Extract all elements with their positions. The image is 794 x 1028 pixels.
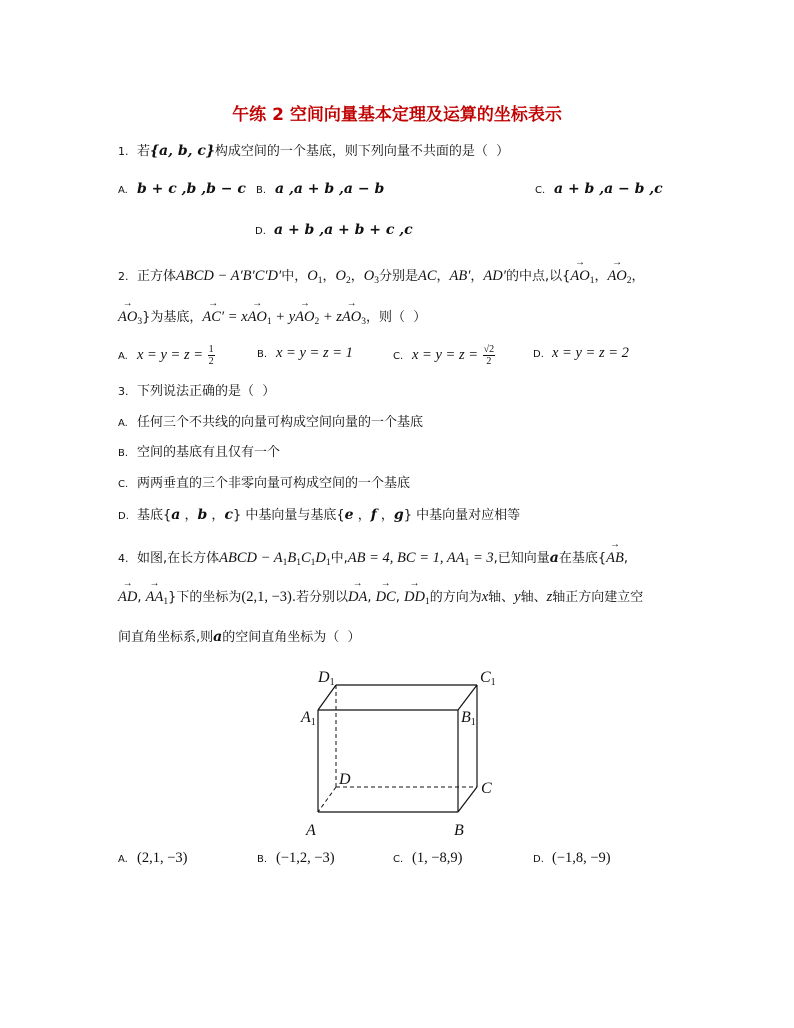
text-run: ， <box>322 269 336 284</box>
subscript: 1 <box>296 558 301 568</box>
option-content <box>552 851 611 866</box>
option-label: C. <box>393 351 404 362</box>
text-run: , <box>367 590 376 605</box>
vector-symbol <box>348 589 367 605</box>
math-text <box>552 345 629 361</box>
vertex-subscript: 1 <box>329 677 335 688</box>
math-text-main: O <box>307 268 318 284</box>
math-number <box>276 850 335 866</box>
vector-symbol-main: → DD <box>404 588 425 606</box>
math-text-main: + z <box>319 309 342 325</box>
vertex-label-b <box>454 822 464 839</box>
bold-vector-text-main: g <box>393 507 404 523</box>
vector-symbol <box>570 268 594 284</box>
q4-option-c <box>393 849 462 869</box>
math-text-main: x = y = z = <box>412 347 482 363</box>
bold-vector-text-main: e <box>344 507 354 523</box>
math-text-main: C <box>301 550 311 566</box>
bold-vector-text <box>224 507 233 523</box>
option-label: A. <box>118 854 128 865</box>
text-run: ， <box>594 269 608 284</box>
text-run: .若分别以 <box>291 590 348 605</box>
text-run: , <box>137 590 146 605</box>
vector-symbol <box>295 309 319 325</box>
math-text-main: O <box>363 268 375 284</box>
math-text-main: = 3 <box>469 550 494 566</box>
math-text <box>364 268 379 284</box>
math-text <box>224 309 247 325</box>
text-run: ， <box>631 269 645 284</box>
edge-c-b <box>458 787 477 812</box>
subscript: 1 <box>317 276 323 286</box>
subscript: 1 <box>163 597 169 607</box>
vector-symbol <box>202 309 224 325</box>
vertex-label-c1 <box>480 669 496 688</box>
bold-vector-text <box>274 222 413 238</box>
math-text <box>335 268 350 284</box>
text-run: ，则（ ） <box>366 310 427 325</box>
math-text-main: ABCD − A <box>219 550 283 566</box>
text-run: ， <box>180 508 198 523</box>
edge-c1-b1 <box>458 685 477 710</box>
option-label: C. <box>393 854 404 865</box>
fraction <box>208 344 215 367</box>
vector-symbol-main: → DA <box>348 588 367 606</box>
vertex-subscript: 1 <box>490 677 496 688</box>
bold-vector-text-main: f <box>370 507 377 523</box>
bold-vector-text-main: a + b ,a − b ,c <box>554 181 663 197</box>
text-run: 轴、 <box>488 590 515 605</box>
vector-symbol-main: → AO <box>248 308 267 326</box>
text-run: 基底{ <box>137 508 172 523</box>
text-run: 的空间直角坐标为（ ） <box>222 630 361 645</box>
option-label: A. <box>118 185 128 196</box>
math-number-main: (−1,2, −3) <box>276 850 335 866</box>
math-text <box>219 550 287 566</box>
option-label: B. <box>256 185 267 196</box>
q4-stem-text <box>118 590 643 605</box>
vector-symbol <box>607 268 631 284</box>
subscript: 1 <box>325 558 331 568</box>
fraction-denominator: 2 <box>208 356 214 367</box>
vertex-label-a <box>305 822 316 839</box>
q1-option-a <box>118 180 246 200</box>
q4-stem-line-2 <box>118 588 643 607</box>
text-run: ,已知向量 <box>493 551 550 566</box>
vector-symbol-main: → AB <box>606 549 624 567</box>
vector-symbol <box>404 589 430 605</box>
math-text <box>450 268 471 284</box>
subscript: 1 <box>282 558 288 568</box>
bold-vector-text <box>394 507 404 523</box>
option-label: A. <box>118 418 128 429</box>
hidden-edge-d-a <box>318 787 336 812</box>
math-text <box>287 550 301 566</box>
math-text <box>483 268 506 284</box>
q4-stem-line-3 <box>118 628 360 647</box>
math-number-main: (2,1, −3) <box>241 589 292 605</box>
bold-vector-text <box>171 507 180 523</box>
q3-option-a <box>118 414 423 433</box>
vector-symbol <box>248 309 272 325</box>
text-run: } 中基向量对应相等 <box>403 508 521 523</box>
option-content <box>137 476 410 491</box>
option-content <box>274 223 413 238</box>
bold-vector-text <box>554 181 663 197</box>
math-text <box>469 550 493 566</box>
text-run: 空间的基底有且仅有一个 <box>137 445 281 460</box>
math-text-main: y <box>514 589 521 605</box>
math-text <box>319 309 342 325</box>
bold-vector-text-main: a <box>549 550 559 566</box>
text-run: ， <box>353 508 371 523</box>
vector-symbol <box>606 550 624 566</box>
vertex-letter: B <box>454 822 464 839</box>
vector-symbol-main: → AA <box>146 588 164 606</box>
text-run: 中, <box>330 551 348 566</box>
vector-symbol <box>118 589 137 605</box>
bold-vector-text-main: b <box>197 507 208 523</box>
math-text-main: ABCD − A′B′C′D′ <box>176 268 282 284</box>
vector-symbol-main: → AO <box>342 308 361 326</box>
text-run: 分别是 <box>378 269 418 284</box>
q1-option-d <box>255 221 413 241</box>
math-number <box>137 850 187 866</box>
option-content <box>412 344 495 367</box>
fraction-denominator: 2 <box>486 356 492 367</box>
subscript: 1 <box>464 558 470 568</box>
option-content <box>137 344 215 367</box>
vertex-letter: C <box>481 780 492 797</box>
math-text-main: x <box>481 589 489 605</box>
q4-stem-text <box>137 551 628 566</box>
math-text-main: + y <box>271 309 296 325</box>
q4-option-b <box>257 849 335 869</box>
subscript: 1 <box>424 597 430 607</box>
option-label: A. <box>118 351 128 362</box>
vertex-subscript: 1 <box>310 717 316 728</box>
vertex-label-d1 <box>317 669 335 688</box>
math-text <box>276 345 353 361</box>
option-content <box>276 851 335 866</box>
math-text-main: z <box>546 589 553 605</box>
cuboid-figure <box>290 660 510 845</box>
text-run: ， <box>350 269 364 284</box>
math-text-main: AB′ <box>449 268 471 284</box>
text-run: 下列说法正确的是（ ） <box>137 384 276 399</box>
text-run: 如图,在长方体 <box>137 551 220 566</box>
q3-option-d <box>118 506 520 526</box>
bold-vector-text-main: b + c ,b ,b − c <box>137 181 246 197</box>
text-run: 轴正方向建立空 <box>552 590 644 605</box>
q4-stem-text <box>118 630 360 645</box>
question-number: 2. <box>118 270 129 283</box>
option-label: C. <box>535 185 546 196</box>
math-text-main: AD′ <box>483 268 506 284</box>
option-content <box>137 415 423 430</box>
bold-vector-text-main: a + b ,a + b + c ,c <box>274 222 413 238</box>
vertex-letter: D <box>339 771 351 788</box>
math-number-main: (−1,8, −9) <box>552 850 611 866</box>
q2-stem-line-2 <box>118 308 426 327</box>
vector-symbol <box>376 589 396 605</box>
option-content <box>137 508 520 523</box>
vertex-letter: A <box>301 709 311 726</box>
vector-symbol <box>118 309 142 325</box>
math-text <box>307 268 322 284</box>
option-content <box>552 346 629 361</box>
bold-vector-text-main: {a, b, c} <box>150 143 215 159</box>
math-text <box>176 268 281 284</box>
math-text-main: D <box>315 550 326 566</box>
text-run: }下的坐标为 <box>168 590 242 605</box>
subscript: 1 <box>266 317 272 327</box>
option-label: D. <box>533 349 544 360</box>
vertex-subscript: 1 <box>470 717 476 728</box>
option-content <box>137 182 246 197</box>
text-run: ， <box>376 508 394 523</box>
option-label: B. <box>118 448 129 459</box>
option-content <box>275 182 384 197</box>
option-content <box>276 346 353 361</box>
math-number-main: (2,1, −3) <box>137 850 188 866</box>
math-text <box>272 309 295 325</box>
q4-option-d <box>533 849 611 869</box>
subscript: 3 <box>137 317 143 327</box>
q1-option-c <box>535 180 663 200</box>
bold-vector-text <box>213 629 222 645</box>
q2-stem-text <box>137 269 645 284</box>
q3-stem-text <box>137 384 275 399</box>
option-label: B. <box>257 854 268 865</box>
vector-symbol-main: → DC <box>376 588 396 606</box>
q4-option-a <box>118 849 187 869</box>
vector-symbol-main: → AO <box>570 267 589 285</box>
subscript: 2 <box>626 276 632 286</box>
vector-symbol <box>146 589 168 605</box>
bold-vector-text <box>345 507 354 523</box>
math-text-main: AC <box>417 268 437 284</box>
option-label: B. <box>257 349 268 360</box>
text-run: 构成空间的一个基底，则下列向量不共面的是（ ） <box>214 144 510 159</box>
q2-stem-text <box>118 310 426 325</box>
vertex-letter: D <box>318 669 330 686</box>
option-label: D. <box>255 226 266 237</box>
bold-vector-text <box>198 507 208 523</box>
math-text-main: = x <box>224 309 248 325</box>
text-run: 正方体 <box>137 269 177 284</box>
question-number: 3. <box>118 385 129 398</box>
text-run: 中， <box>281 269 308 284</box>
subscript: 2 <box>345 276 351 286</box>
q2-stem-line-1 <box>118 267 645 286</box>
math-text <box>315 550 330 566</box>
math-text-main: B <box>287 550 297 566</box>
subscript: 3 <box>374 276 379 286</box>
math-text <box>301 550 315 566</box>
math-text <box>418 268 437 284</box>
text-run: , <box>395 590 404 605</box>
option-label: D. <box>118 511 129 522</box>
page-title: 午练 2 空间向量基本定理及运算的坐标表示 <box>232 105 562 125</box>
q3-stem <box>118 383 275 401</box>
q2-option-b <box>257 344 353 364</box>
math-number <box>552 850 611 866</box>
vertex-label-b1 <box>461 709 476 728</box>
q1-stem <box>118 142 509 161</box>
q1-stem-text <box>137 144 509 159</box>
text-run: 在基底{ <box>558 551 607 566</box>
bold-vector-text-main: a <box>213 629 223 645</box>
bold-vector-text <box>550 550 559 566</box>
math-text <box>412 347 482 363</box>
vector-symbol-main: → AO <box>118 308 137 326</box>
text-run: ， <box>207 508 225 523</box>
text-run: 两两垂直的三个非零向量可构成空间的一个基底 <box>137 476 411 491</box>
math-text-main: x = y = z = <box>137 347 207 363</box>
math-text <box>348 550 470 566</box>
vertex-letter: C <box>480 669 491 686</box>
vertex-label-c <box>481 780 492 797</box>
vector-symbol-main: → AC′ <box>202 308 224 326</box>
vector-symbol-main: → AO <box>295 308 314 326</box>
subscript: 2 <box>314 317 320 327</box>
q2-option-c <box>393 344 495 367</box>
bold-vector-text <box>275 181 384 197</box>
bold-vector-text-main: a ,a + b ,a − b <box>275 181 385 197</box>
math-text-main: O <box>335 268 346 284</box>
q1-option-b <box>256 180 384 200</box>
text-run: 任何三个不共线的向量可构成空间向量的一个基底 <box>137 415 424 430</box>
q2-option-a <box>118 344 215 367</box>
bold-vector-text-main: c <box>224 507 233 523</box>
fraction <box>483 344 496 367</box>
vertex-letter: B <box>461 709 471 726</box>
bold-vector-text-main: a <box>171 507 181 523</box>
text-run: , <box>623 551 628 566</box>
math-text <box>137 347 207 363</box>
vector-symbol <box>342 309 366 325</box>
vector-symbol-main: → AO <box>607 267 626 285</box>
q3-option-c <box>118 475 410 494</box>
q4-stem-line-1 <box>118 549 628 568</box>
text-run: } 中基向量与基底{ <box>232 508 345 523</box>
text-run: 的方向为 <box>429 590 482 605</box>
bold-vector-text <box>150 143 215 159</box>
option-label: D. <box>533 854 544 865</box>
question-number: 4. <box>118 552 129 565</box>
text-run: 的中点,以{ <box>505 269 571 284</box>
vertex-letter: A <box>306 822 316 839</box>
text-run: 间直角坐标系,则 <box>118 630 214 645</box>
vertex-label-a1 <box>300 709 316 728</box>
math-text-main: x = y = z = 1 <box>276 345 353 361</box>
option-content <box>137 851 187 866</box>
bold-vector-text <box>137 181 246 197</box>
text-run: 若 <box>137 144 151 159</box>
option-content <box>554 182 663 197</box>
question-number: 1. <box>118 145 129 158</box>
math-text-main: AB = 4, BC = 1, AA <box>347 550 465 566</box>
math-number-main: (1, −8,9) <box>412 850 463 866</box>
q3-option-b <box>118 444 280 463</box>
math-number <box>241 589 291 605</box>
math-number <box>412 850 462 866</box>
option-content <box>137 445 280 460</box>
text-run: ， <box>470 269 484 284</box>
option-content <box>412 851 462 866</box>
fraction-numerator: √2 <box>483 344 495 355</box>
fraction-numerator: 1 <box>208 344 214 355</box>
vector-symbol-main: → AD <box>118 588 137 606</box>
edge-a1-d1 <box>318 685 336 710</box>
vertex-label-d <box>338 771 351 788</box>
subscript: 1 <box>589 276 595 286</box>
option-label: C. <box>118 479 129 490</box>
text-run: }为基底， <box>142 310 203 325</box>
subscript: 3 <box>361 317 367 327</box>
text-run: 轴、 <box>520 590 547 605</box>
subscript: 1 <box>310 558 316 568</box>
math-text-main: x = y = z = 2 <box>552 345 629 361</box>
text-run: ， <box>436 269 450 284</box>
q2-option-d <box>533 344 629 364</box>
